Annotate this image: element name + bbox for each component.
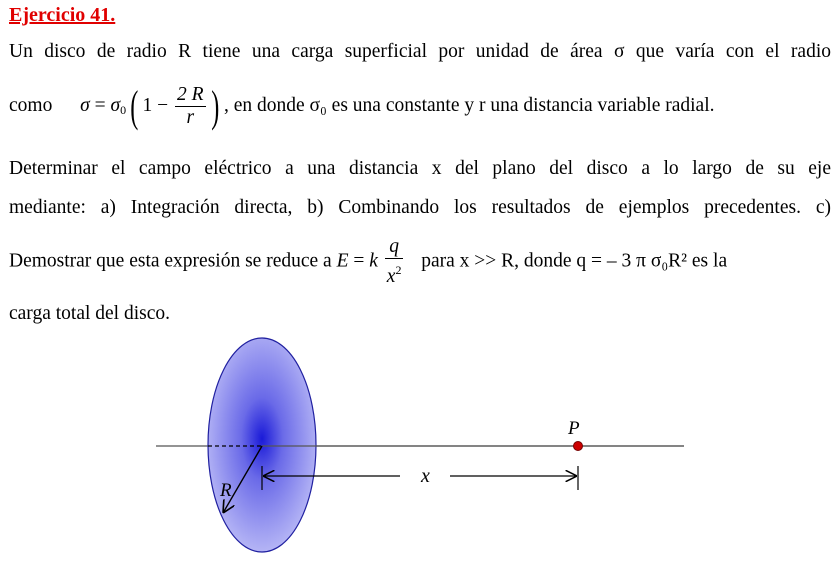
- fraction-x2: $x^2$: [386, 263, 402, 287]
- line2-rest: , en donde σ₀ es una constante y r una distancia variable radial.: [223, 94, 715, 116]
- fraction-numerator: 2 R: [176, 84, 204, 105]
- equals-sign-2: =: [353, 250, 365, 272]
- fraction-2r-over-r: [175, 84, 206, 129]
- sigma0-symbol: σ: [110, 94, 121, 116]
- fraction-q-over-x2: [385, 236, 404, 288]
- e-symbol: E: [336, 250, 349, 272]
- como-word: como: [9, 94, 53, 116]
- equals-sign: =: [94, 94, 106, 116]
- fraction-q: q: [385, 236, 404, 259]
- statement-line-1: Un disco de radio R tiene una carga superficial por unidad de área σ que varía con el radio: [9, 41, 831, 62]
- statement-line-4: mediante: a) Integración directa, b) Combinando los resultados de ejemplos precedentes. c): [9, 197, 831, 218]
- right-paren: ): [211, 81, 220, 131]
- distance-x-label: x: [421, 465, 430, 487]
- statement-line-2: [9, 81, 831, 131]
- sigma0-subscript: 0: [120, 102, 127, 117]
- statement-line-5: [9, 236, 831, 286]
- line5-pre: Demostrar que esta expresión se reduce a: [9, 250, 332, 272]
- sigma-symbol: σ: [80, 94, 90, 116]
- statement-line-3: Determinar el campo eléctrico a una distancia x del plano del disco a lo largo de su eje: [9, 158, 831, 179]
- exercise-title: Ejercicio 41.: [9, 4, 116, 26]
- left-paren: (: [130, 81, 139, 131]
- point-p: [574, 442, 583, 451]
- radius-label: R: [220, 480, 232, 501]
- line5-mid: para x >> R, donde q = – 3 π σ₀R² es la: [421, 250, 728, 272]
- one-minus: 1 −: [142, 94, 169, 116]
- charged-disk: [208, 338, 316, 552]
- point-p-label: P: [568, 418, 580, 439]
- fraction-denominator: r: [186, 107, 195, 128]
- statement-line-6: carga total del disco.: [9, 303, 170, 324]
- k-symbol: k: [369, 250, 378, 272]
- disk-diagram: [150, 330, 690, 565]
